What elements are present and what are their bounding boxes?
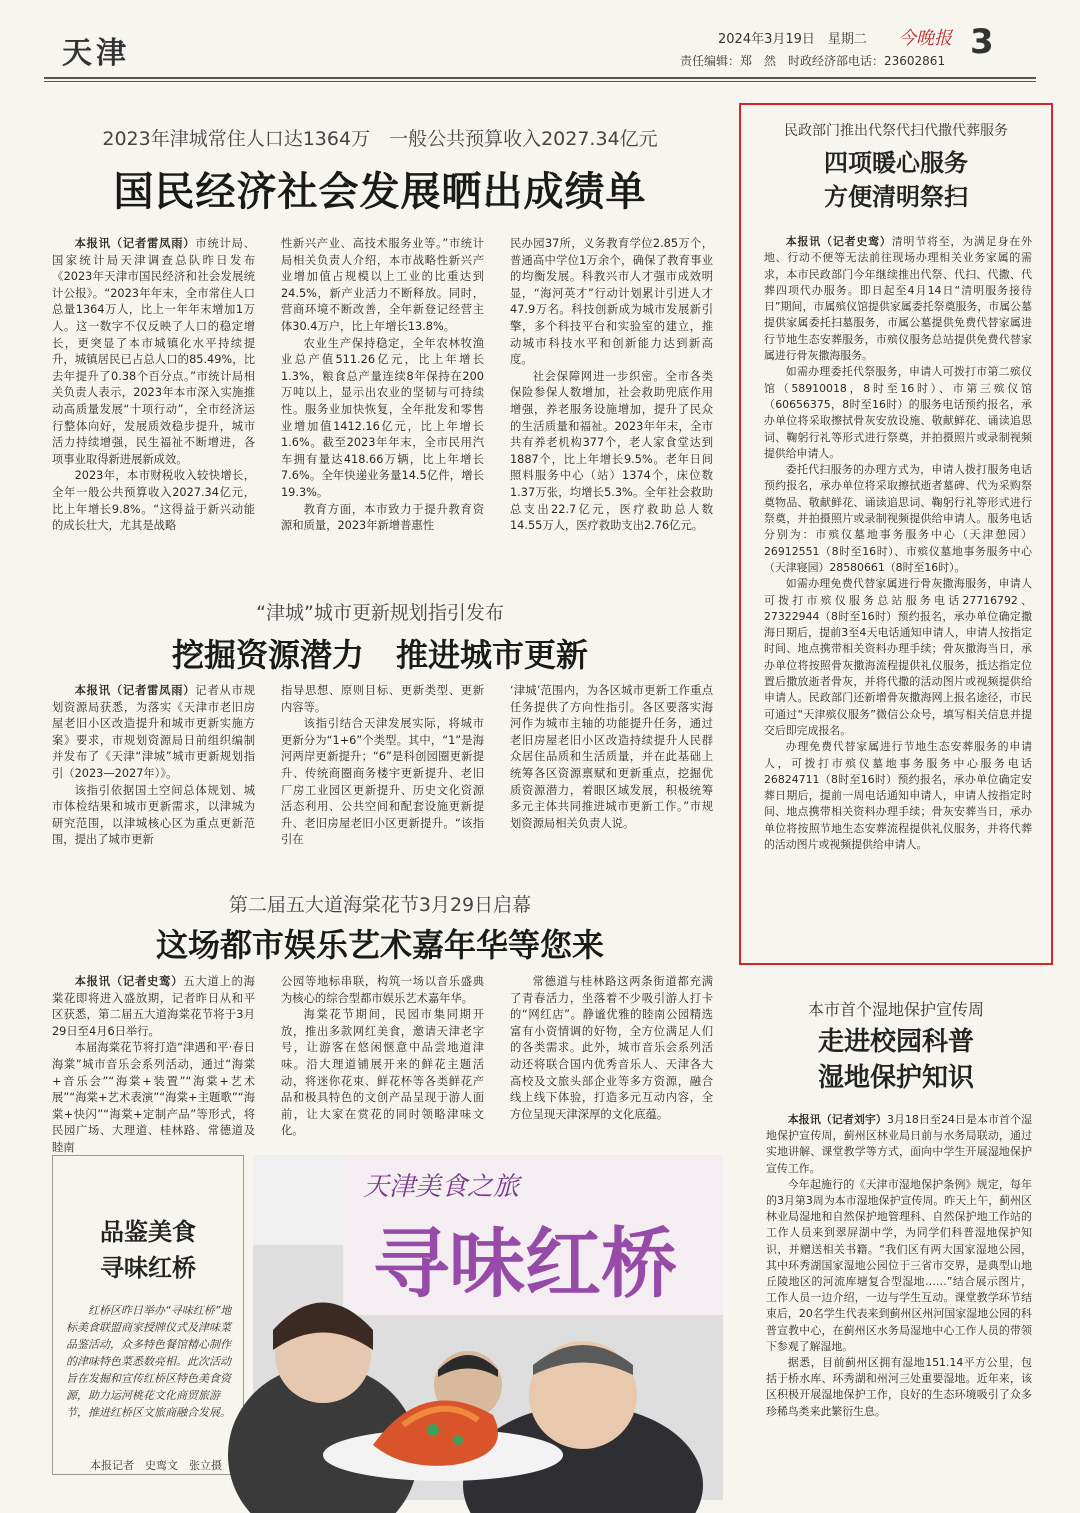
article1-col1: 本报讯（记者雷凤雨）市统计局、国家统计局天津调查总队昨日发布《2023年天津市国民经济和社会发展统计公报》。“2023年年末，全市常住人口总量1364万人，比上一年年末增加1万人。这一数字不仅反映了人口的稳定增长，更突显了本市城镇化水平持续提升，城镇居民已占总人口的85.49%，比去年提升了0.38个百分点。”市统计局相关负责人表示，2023年本市深入实施推动高质量发展“十项行动”，全市经济运行整体向好，发展质效稳步提升，城市活力持续增强，民生福祉不断增进，各项事业取得新进展新成效。 2023年，本市财税收入较快增长，全年一般公共预算收入2027.34亿元，比上年增长9.8%。“这得益于新兴动能的成长壮大，尤其是战略 xyxy=(52,237,255,533)
header-rule-thin xyxy=(44,81,1036,82)
sidebar2-kicker: 本市首个湿地保护宣传周 xyxy=(807,1000,984,1019)
editor-line: 责任编辑：郑 然 时政经济部电话：23602861 xyxy=(680,54,946,68)
sidebar1-kicker: 民政部门推出代祭代扫代撒代葬服务 xyxy=(784,123,1008,139)
sidebar1-title-line1: 四项暖心服务 xyxy=(824,148,968,177)
sidebar1-title-line2: 方便清明祭扫 xyxy=(824,182,968,211)
byline: 本报讯（记者雷凤雨） xyxy=(74,237,196,250)
article1-col2: 性新兴产业、高技术服务业等。”市统计局相关负责人介绍，本市战略性新兴产业增加值占规模以上工业的比重达到24.5%，新产业活力不断释放。同时，营商环境不断改善，全年新登记经营主体30.4万户，比上年增长13.8%。 农业生产保持稳定，全年农林牧渔业总产值511.26亿元，比上年增长1.3%，粮食总产量连续8年保持在200万吨以上，显示出农业的坚韧与可持续性。服务业加快恢复，全年批发和零售业增加值1412.16亿元，比上年增长1.6%。截至2023年年末，全市民用汽车拥有量达418.66万辆，比上年增长7.6%。全年快递业务量14.5亿件，增长19.3%。 教育方面，本市致力于提升教育资源和质量，2023年新增普惠性 xyxy=(281,237,484,533)
header-rule xyxy=(44,77,1036,79)
article3-col3: 常德道与桂林路这两条街道都充满了青春活力，坐落着不少吸引游人打卡的“网红店”。静谧优雅的睦南公园精选富有小资情调的好物，全方位满足人们的各类需求。此外，城市音乐会系列活动还将联合国内优秀音乐人、天津各大高校及文旅头部企业等多方资源，融合线上线下体验，打造多元互动内容，全方位呈现天津深厚的文化底蕴。 xyxy=(510,975,713,1121)
byline: 本报讯（记者雷凤雨） xyxy=(74,684,196,697)
article3-col2: 公园等地标串联，构筑一场以音乐盛典为核心的综合型都市娱乐艺术嘉年华。 海棠花节期间，民园市集同期开放，推出多款网红美食，邀请天津老字号，让游客在悠闲惬意中品尝地道津味。沿大理道铺展开来的鲜花主题活动，将迷你花束、鲜花杯等各类鲜花产品和极具特色的文创产品呈现于游人面前，让大家在赏花的同时领略津味文化。 xyxy=(281,975,484,1138)
photo-credit: 本报记者 史鸾文 张立摄 xyxy=(90,1459,222,1472)
article2-col2: 指导思想、原则目标、更新类型、更新内容等。 该指引结合天津发展实际，将城市更新分为“1+6”个类型。其中，“1”是海河两岸更新提升；“6”是科创园圈更新提升、传统商圈商务楼宇更新提升、老旧厂房工业园区更新提升、历史文化资源活态利用、公共空间和配套设施更新提升、老旧房屋老旧小区更新提升。“该指引在 xyxy=(281,684,484,847)
banner-large-text: 寻味红桥 xyxy=(373,1219,677,1308)
issue-date: 2024年3月19日 星期二 xyxy=(718,32,867,47)
sidebar2-title-line1: 走进校园科普 xyxy=(817,1027,974,1057)
section-title: 天津 xyxy=(62,36,130,71)
article1-kicker: 2023年津城常住人口达1364万 一般公共预算收入2027.34亿元 xyxy=(102,128,658,150)
article2-col1: 本报讯（记者雷凤雨）记者从市规划资源局获悉，为落实《天津市老旧房屋老旧小区改造提升和城市更新实施方案》要求，市规划资源局日前组织编制并发布了《天津“津城”城市更新规划指引（2023—2027年）》。 该指引依据国土空间总体规划、城市体检结果和城市更新需求，以津城为研究范围，以津城核心区为重点更新范围，提出了城市更新 xyxy=(52,684,255,847)
article1-col3: 民办园37所，义务教育学位2.85万个，普通高中学位1万余个，确保了教育事业的均衡发展。科教兴市人才强市成效明显，“海河英才”行动计划累计引进人才47.9万名。科技创新成为城市发展新引擎，多个科技平台和实验室的建立，推动城市科技水平和创新能力达到新高度。 社会保障网进一步织密。全市各类保险参保人数增加，社会救助兜底作用增强，养老服务设施增加，提升了民众的生活质量和福祉。2023年年末，全市共有养老机构377个，老人家食堂达到1887个，比上年增长9.5%。老年日间照料服务中心（站）1374个，床位数1.37万张，均增长5.3%。全年社会救助总支出22.7亿元，医疗救助总人数14.55万人，医疗救助支出2.76亿元。 xyxy=(510,237,713,533)
article1-headline: 国民经济社会发展晒出成绩单 xyxy=(113,168,647,215)
sidebar2-title-line2: 湿地保护知识 xyxy=(817,1063,974,1093)
article3-kicker: 第二届五大道海棠花节3月29日启幕 xyxy=(228,894,532,916)
sidebar2-body: 本报讯（记者刘宇）3月18日至24日是本市首个湿地保护宣传周，蓟州区林业局日前与水务局联动，通过实地讲解、课堂教学等方式，面向中学生开展湿地保护宣传工作。 今年起施行的《天津市湿地保护条例》规定，每年的3月第3周为本市湿地保护宣传周。昨天上午，蓟州区林业局湿地和自然保护地管理科、自然保护地工作站的工作人员来到翠屏湖中学，为同学们科普湿地保护知识，并赠送相关书籍。“我们区有两大国家湿地公园，其中环秀湖国家湿地公园位于三省市交界，是典型山地丘陵地区的河流库塘复合型湿地……”结合展示图片，工作人员一边介绍，一边与学生互动。课堂教学环节结束后，20名学生代表来到蓟州区州河国家湿地公园的科普宣教中心，在蓟州区水务局湿地中心工作人员的带领下参观了解湿地。 据悉，目前蓟州区拥有湿地151.14平方公里，包括于桥水库、环秀湖和州河三处重要湿地。近年来，该区积极开展湿地保护工作，良好的生态环境吸引了众多珍稀鸟类来此繁衍生息。 xyxy=(766,1113,1032,1418)
photo-caption: 红桥区昨日举办“寻味红桥”地标美食联盟商家授牌仪式及津味菜品鉴活动，众多特色餐馆精心制作的津味特色菜悉数亮相。此次活动旨在发掘和宣传红桥区特色美食资源，助力运河桃花文化商贸旅游节，推进红桥区文旅商融合发展。 xyxy=(66,1304,232,1419)
byline: 本报讯（记者刘宇） xyxy=(787,1113,887,1126)
article3-headline: 这场都市娱乐艺术嘉年华等您来 xyxy=(155,926,604,964)
article2-headline: 挖掘资源潜力 推进城市更新 xyxy=(171,636,588,674)
article2-kicker: “津城”城市更新规划指引发布 xyxy=(256,602,504,624)
newspaper-logo: 今晚报 xyxy=(898,28,952,49)
article2-col3: ‘津城’范围内，为各区城市更新工作重点任务提供了方向性指引。各区要落实海河作为城市主轴的功能提升任务，通过老旧房屋老旧小区改造持续提升人民群众居住品质和生活质量，并在此基础上统筹各区资源禀赋和更新重点，挖掘优质资源潜力，着眼区域发展，积极统筹多元主体共同推进城市更新工作。”市规划资源局相关负责人说。 xyxy=(510,684,713,830)
food-event-photo xyxy=(253,1155,723,1500)
photo-feature-title-line2: 寻味红桥 xyxy=(100,1253,196,1282)
article3-col1: 本报讯（记者史鸾）五大道上的海棠花即将进入盛放期，记者昨日从和平区获悉，第二届五大道海棠花节将于3月29日至4月6日举行。 本届海棠花节将打造“津遇和平·春日海棠”城市音乐会系列活动，通过“海棠+音乐会”“海棠+装置”“海棠+艺术展”“海棠+艺术表演”“海棠+主题歌”“海棠+快闪”“海棠+定制产品”等形式，将民园广场、大理道、桂林路、常德道及睦南 xyxy=(52,975,255,1154)
photo-feature-title-line1: 品鉴美食 xyxy=(100,1217,196,1246)
byline: 本报讯（记者史鸾） xyxy=(785,235,892,248)
page-number: 3 xyxy=(970,22,994,62)
photo-illustration xyxy=(253,1155,723,1500)
byline: 本报讯（记者史鸾） xyxy=(74,975,184,988)
banner-small-text: 天津美食之旅 xyxy=(363,1172,520,1202)
sidebar1-body: 本报讯（记者史鸾）清明节将至，为满足身在外地、行动不便等无法前往现场办理相关业务家属的需求，本市民政部门今年继续推出代祭、代扫、代撒、代葬四项代办服务。即日起至4月14日“清明服务接待日”期间，市属殡仪馆提供家属委托祭奠服务，市属公墓提供家属委托扫墓服务，市属公墓提供免费代替家属进行节地生态安葬服务，市殡仪服务总站提供免费代替家属进行骨灰撒海服务。 如需办理委托代祭服务，申请人可拨打市第二殡仪馆（58910018，8时至16时）、市第三殡仪馆（60656375，8时至16时）的服务电话预约报名，承办单位将采取擦拭骨灰安放设施、敬献鲜花、诵读追思词、鞠躬行礼等形式进行祭奠，并拍摄照片或录制视频提供给申请人。 委托代扫服务的办理方式为，申请人拨打服务电话预约报名，承办单位将采取擦拭逝者墓碑、代为采购祭奠物品、敬献鲜花、诵读追思词、鞠躬行礼等形式进行祭奠，并拍摄照片或录制视频提供给申请人。服务电话分别为：市殡仪墓地事务服务中心（天津憩园）26912551（8时至16时）、市殡仪墓地事务服务中心（天津寝园）28580661（8时至16时）。 如需办理免费代替家属进行骨灰撒海服务，申请人可拨打市殡仪服务总站服务电话27716792、27322944（8时至16时）预约报名，承办单位确定撒海日期后，提前3至4天电话通知申请人，申请人按指定时间、地点携带相关资料办理手续；骨灰撒海当日，承办单位将按照骨灰撒海流程提供礼仪服务，抵达指定位置后撒放逝者骨灰，并将代撒的活动图片或视频提供给申请人。民政部门还新增骨灰撒海网上报名途径，市民可通过“天津殡仪服务”微信公众号，填写相关信息并提交后即完成报名。 办理免费代替家属进行节地生态安葬服务的申请人，可拨打市殡仪墓地事务服务中心服务电话26824711（8时至16时）预约报名，承办单位确定安葬日期后，提前一周电话通知申请人，申请人按指定时间、地点携带相关资料办理手续；骨灰安葬当日，承办单位将按照节地生态安葬流程提供礼仪服务，并将代葬的活动图片或视频提供给申请人。 xyxy=(764,235,1032,851)
